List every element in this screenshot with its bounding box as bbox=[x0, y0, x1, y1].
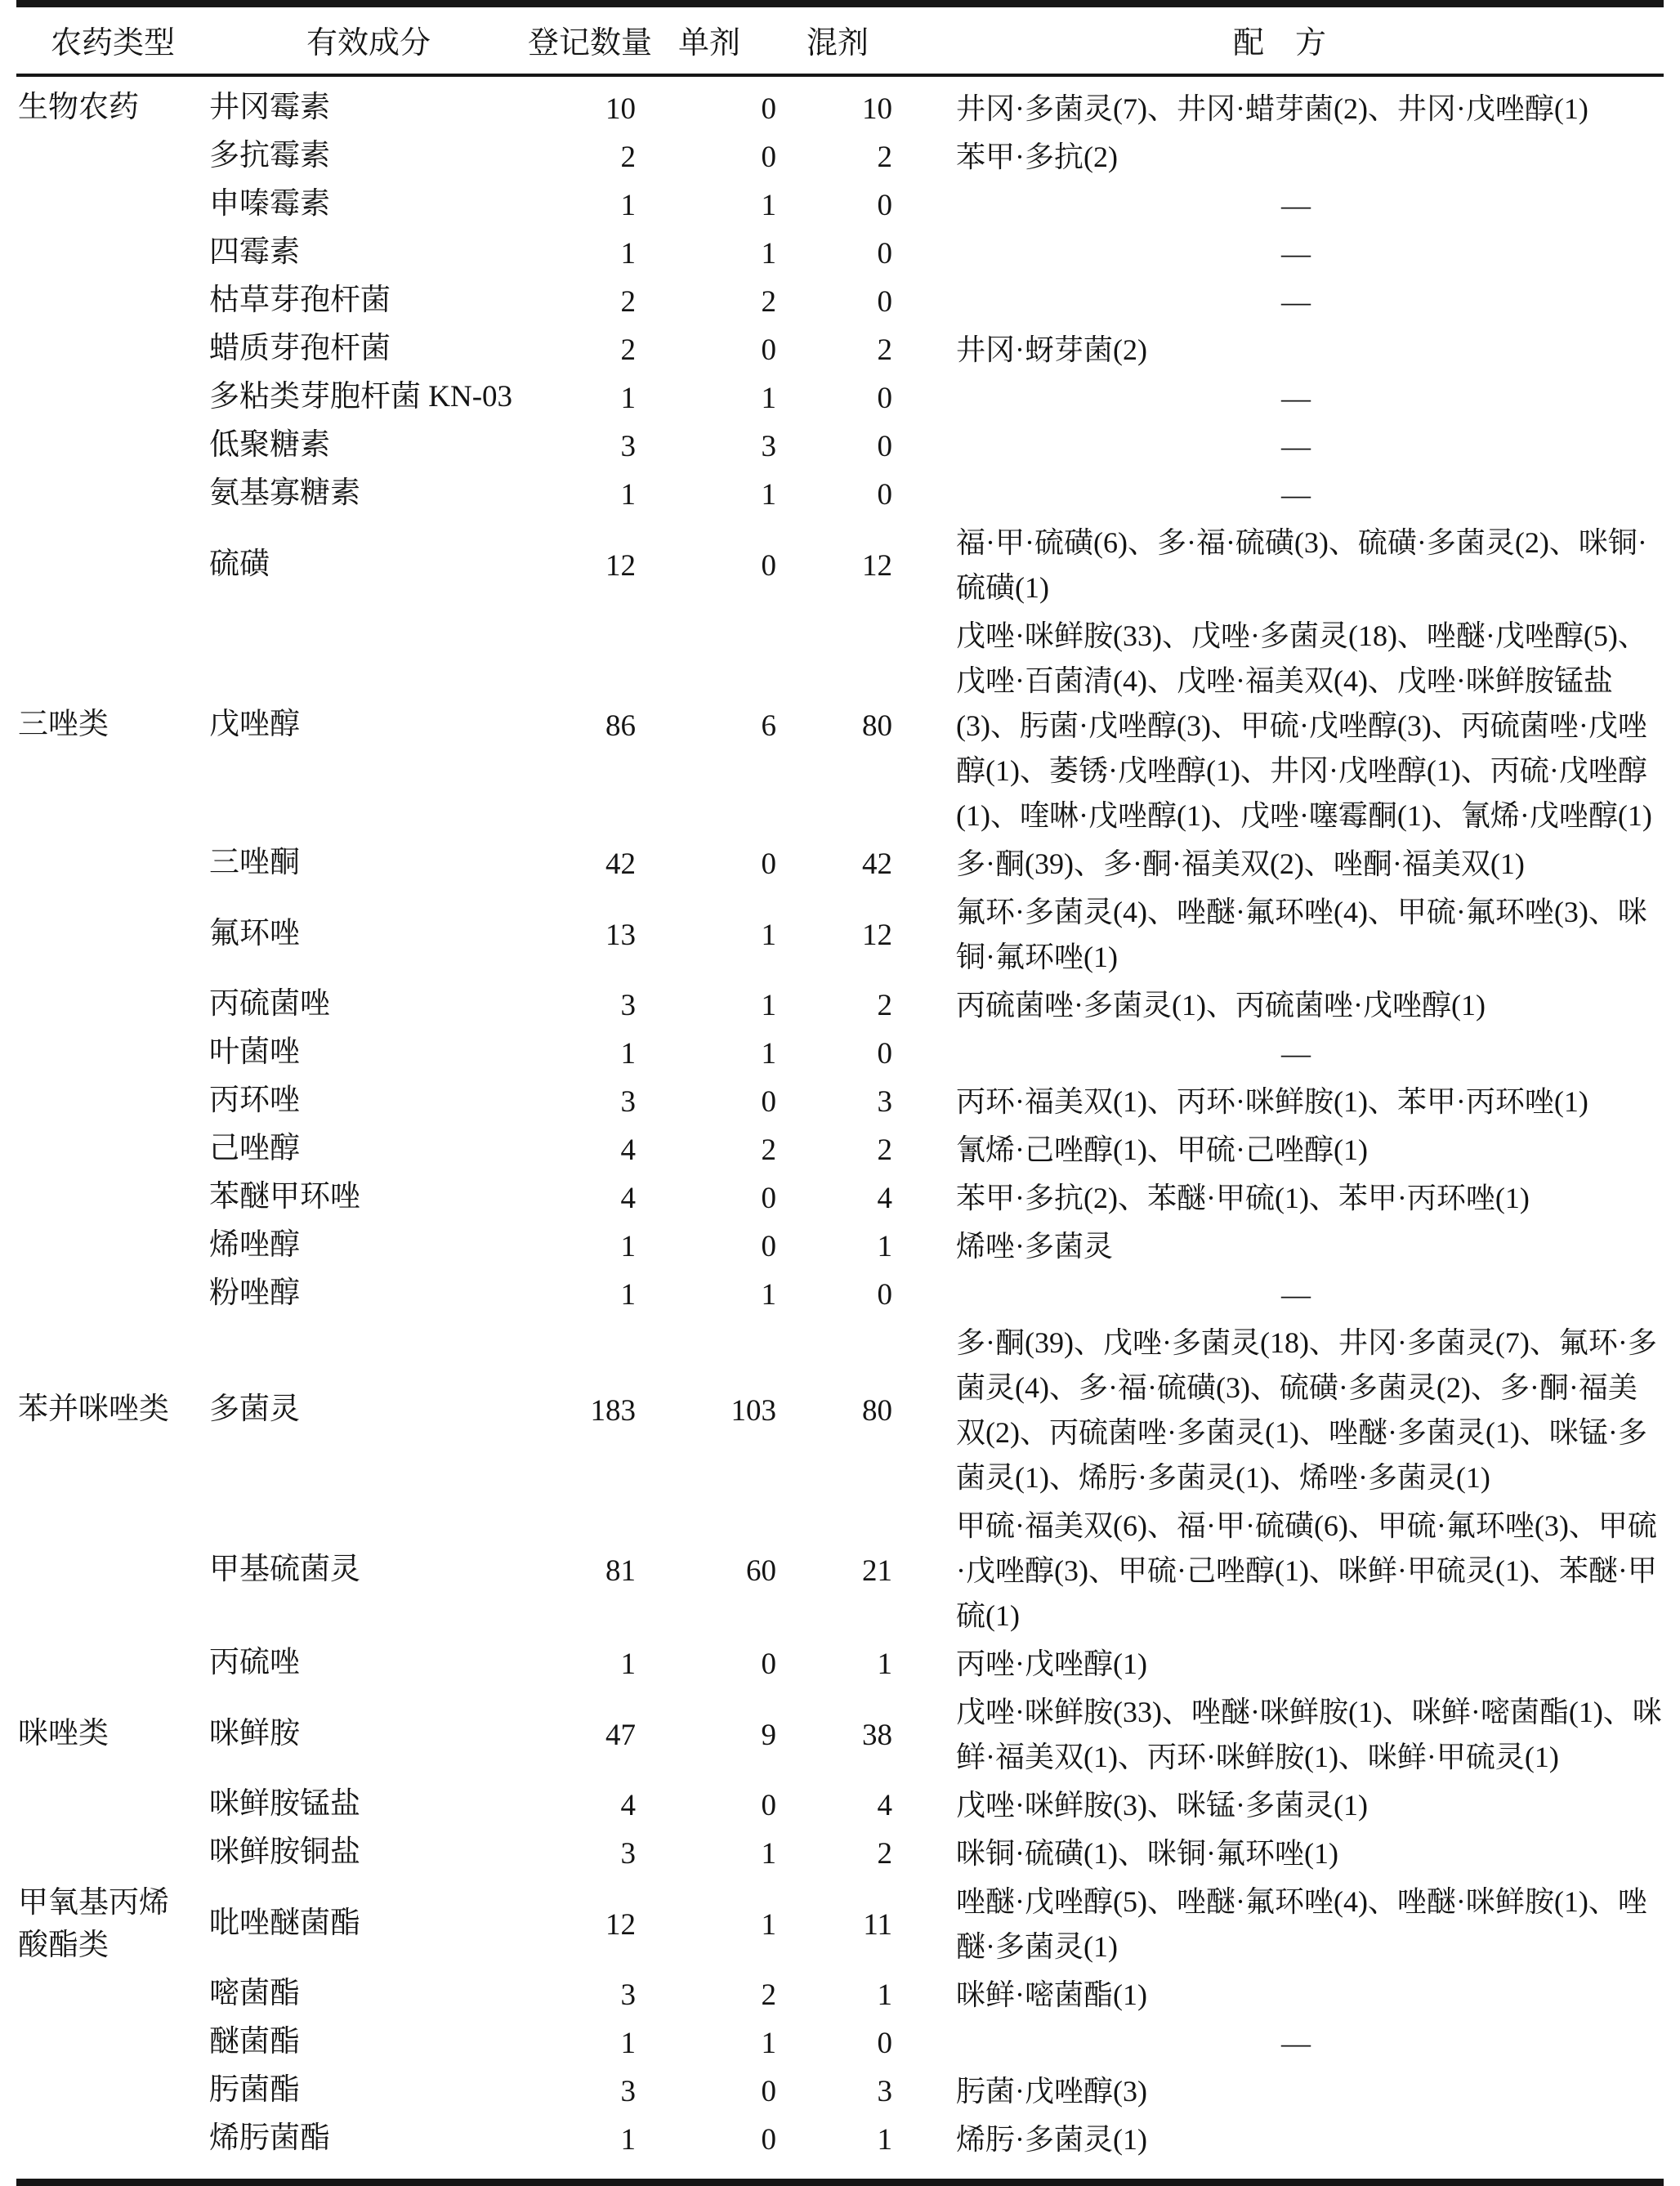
table-row bbox=[16, 888, 1664, 981]
ingredient-cell: 咪鲜胺锰盐 bbox=[209, 1787, 360, 1821]
mixed-count-cell: 1 bbox=[877, 2123, 892, 2157]
single-count-cell: 1 bbox=[761, 1837, 776, 1871]
header-registered-count: 登记数量 bbox=[528, 26, 653, 60]
mixed-count-cell: 1 bbox=[877, 1230, 892, 1263]
category-cell bbox=[16, 1128, 209, 1173]
mixed-count-cell: 0 bbox=[877, 1037, 892, 1071]
table-row bbox=[16, 278, 1664, 326]
table-row bbox=[16, 1030, 1664, 1078]
table-header-row bbox=[16, 7, 1664, 77]
ingredient-cell: 烯肟菌酯 bbox=[209, 2121, 330, 2155]
mixed-count-cell: 2 bbox=[877, 141, 892, 174]
formula-cell: 烯唑·多菌灵 bbox=[956, 1230, 1113, 1263]
category-cell bbox=[16, 328, 209, 373]
single-count-cell: 103 bbox=[731, 1393, 776, 1428]
table-row bbox=[16, 1223, 1664, 1271]
single-count-cell: 0 bbox=[761, 548, 776, 583]
table-row bbox=[16, 230, 1664, 278]
mixed-count-cell: 2 bbox=[877, 1837, 892, 1871]
single-count-cell: 0 bbox=[761, 1230, 776, 1263]
table-row bbox=[16, 181, 1664, 230]
single-count-cell: 1 bbox=[761, 189, 776, 222]
mixed-count-cell: 0 bbox=[877, 2027, 892, 2060]
mixed-count-cell: 3 bbox=[877, 2075, 892, 2108]
registered-count-cell: 12 bbox=[605, 1907, 636, 1942]
category-cell: 三唑类 bbox=[18, 708, 109, 741]
formula-cell: 烯肟·多菌灵(1) bbox=[956, 2123, 1147, 2156]
registered-count-cell: 1 bbox=[620, 1037, 636, 1071]
ingredient-cell: 蜡质芽孢杆菌 bbox=[209, 332, 391, 365]
category-cell bbox=[16, 376, 209, 421]
registered-count-cell: 4 bbox=[620, 1182, 636, 1215]
table-row bbox=[16, 981, 1664, 1030]
formula-cell: — bbox=[1281, 285, 1311, 318]
table-body bbox=[16, 77, 1664, 2179]
formula-cell: 戊唑·咪鲜胺(3)、咪锰·多菌灵(1) bbox=[956, 1789, 1368, 1822]
mixed-count-cell: 0 bbox=[877, 285, 892, 319]
formula-cell: 甲硫·福美双(6)、福·甲·硫磺(6)、甲硫·氟环唑(3)、甲硫·戊唑醇(3)、甲硫·己唑醇(1)、咪鲜·甲硫灵(1)、苯醚·甲硫(1) bbox=[956, 1509, 1657, 1632]
mixed-count-cell: 21 bbox=[862, 1554, 892, 1588]
header-formula: 配 方 bbox=[1232, 26, 1326, 60]
single-count-cell: 1 bbox=[761, 237, 776, 270]
formula-cell: 井冈·多菌灵(7)、井冈·蜡芽菌(2)、井冈·戊唑醇(1) bbox=[956, 92, 1588, 125]
mixed-count-cell: 0 bbox=[877, 237, 892, 270]
category-cell: 甲氧基丙烯酸酯类 bbox=[18, 1886, 169, 1962]
registered-count-cell: 3 bbox=[620, 2075, 636, 2108]
formula-cell: 氟环·多菌灵(4)、唑醚·氟环唑(4)、甲硫·氟环唑(3)、咪铜·氟环唑(1) bbox=[956, 896, 1647, 973]
ingredient-cell: 四霉素 bbox=[209, 235, 300, 269]
single-count-cell: 1 bbox=[761, 1278, 776, 1312]
ingredient-cell: 甲基硫菌灵 bbox=[209, 1553, 360, 1586]
ingredient-cell: 枯草芽孢杆菌 bbox=[209, 284, 391, 317]
mixed-count-cell: 42 bbox=[862, 847, 892, 881]
single-count-cell: 1 bbox=[761, 382, 776, 415]
single-count-cell: 1 bbox=[761, 918, 776, 952]
category-cell bbox=[16, 2021, 209, 2066]
category-cell bbox=[16, 1831, 209, 1876]
single-count-cell: 6 bbox=[761, 709, 776, 743]
category-cell bbox=[16, 913, 209, 958]
registered-count-cell: 1 bbox=[620, 237, 636, 270]
ingredient-cell: 低聚糖素 bbox=[209, 428, 330, 462]
ingredient-cell: 己唑醇 bbox=[209, 1132, 300, 1165]
single-count-cell: 2 bbox=[761, 1978, 776, 2012]
ingredient-cell: 硫磺 bbox=[209, 547, 270, 581]
table-row bbox=[16, 2019, 1664, 2068]
single-count-cell: 0 bbox=[761, 1085, 776, 1119]
table-row bbox=[16, 1878, 1664, 1971]
registered-count-cell: 1 bbox=[620, 2123, 636, 2157]
table-row bbox=[16, 1174, 1664, 1223]
mixed-count-cell: 4 bbox=[877, 1789, 892, 1822]
category-cell bbox=[16, 1080, 209, 1124]
registered-count-cell: 1 bbox=[620, 1278, 636, 1312]
registered-count-cell: 86 bbox=[605, 709, 636, 743]
mixed-count-cell: 80 bbox=[862, 709, 892, 743]
category-cell bbox=[16, 543, 209, 588]
single-count-cell: 1 bbox=[761, 1907, 776, 1942]
registered-count-cell: 3 bbox=[620, 1085, 636, 1119]
registered-count-cell: 3 bbox=[620, 1978, 636, 2012]
formula-cell: — bbox=[1281, 430, 1311, 463]
formula-cell: 咪铜·硫磺(1)、咪铜·氟环唑(1) bbox=[956, 1837, 1338, 1870]
header-mixed-formulation: 混剂 bbox=[806, 26, 869, 60]
mixed-count-cell: 38 bbox=[862, 1718, 892, 1752]
mixed-count-cell: 0 bbox=[877, 1278, 892, 1312]
formula-cell: — bbox=[1281, 478, 1311, 511]
registered-count-cell: 10 bbox=[605, 92, 636, 126]
table-row bbox=[16, 840, 1664, 888]
mixed-count-cell: 10 bbox=[862, 92, 892, 126]
table-row bbox=[16, 1271, 1664, 1319]
category-cell bbox=[16, 1783, 209, 1828]
ingredient-cell: 苯醚甲环唑 bbox=[209, 1180, 360, 1214]
registered-count-cell: 2 bbox=[620, 141, 636, 174]
ingredient-cell: 叶菌唑 bbox=[209, 1035, 300, 1069]
formula-cell: 丙唑·戊唑醇(1) bbox=[956, 1647, 1147, 1680]
single-count-cell: 60 bbox=[746, 1554, 776, 1588]
registered-count-cell: 4 bbox=[620, 1789, 636, 1822]
mixed-count-cell: 12 bbox=[862, 918, 892, 952]
single-count-cell: 0 bbox=[761, 1789, 776, 1822]
ingredient-cell: 丙环唑 bbox=[209, 1084, 300, 1117]
table-row bbox=[16, 133, 1664, 181]
category-cell bbox=[16, 2069, 209, 2114]
registered-count-cell: 3 bbox=[620, 1837, 636, 1871]
registered-count-cell: 183 bbox=[590, 1393, 636, 1428]
header-active-ingredient: 有效成分 bbox=[306, 26, 431, 60]
ingredient-cell: 咪鲜胺铜盐 bbox=[209, 1835, 360, 1869]
table-row bbox=[16, 519, 1664, 612]
category-cell bbox=[16, 1224, 209, 1269]
table-row bbox=[16, 1126, 1664, 1174]
single-count-cell: 1 bbox=[761, 989, 776, 1022]
ingredient-cell: 多粘类芽胞杆菌 KN-03 bbox=[209, 380, 513, 414]
category-cell bbox=[16, 1272, 209, 1317]
table-row bbox=[16, 1078, 1664, 1126]
ingredient-cell: 多抗霉素 bbox=[209, 139, 330, 172]
formula-cell: — bbox=[1281, 189, 1311, 221]
category-cell: 苯并咪唑类 bbox=[18, 1392, 169, 1426]
ingredient-cell: 咪鲜胺 bbox=[209, 1716, 300, 1750]
formula-cell: — bbox=[1281, 237, 1311, 270]
category-cell bbox=[16, 1031, 209, 1076]
ingredient-cell: 醚菌酯 bbox=[209, 2025, 300, 2059]
category-cell bbox=[16, 472, 209, 517]
mixed-count-cell: 1 bbox=[877, 1647, 892, 1681]
single-count-cell: 0 bbox=[761, 847, 776, 881]
table-row bbox=[16, 422, 1664, 471]
table-row bbox=[16, 1830, 1664, 1878]
table-row bbox=[16, 1971, 1664, 2019]
mixed-count-cell: 12 bbox=[862, 548, 892, 583]
ingredient-cell: 三唑酮 bbox=[209, 846, 300, 879]
mixed-count-cell: 11 bbox=[863, 1907, 892, 1942]
single-count-cell: 9 bbox=[761, 1718, 776, 1752]
formula-cell: 戊唑·咪鲜胺(33)、唑醚·咪鲜胺(1)、咪鲜·嘧菌酯(1)、咪鲜·福美双(1)、丙环·咪鲜胺(1)、咪鲜·甲硫灵(1) bbox=[956, 1696, 1662, 1773]
category-cell bbox=[16, 1549, 209, 1594]
registered-count-cell: 12 bbox=[605, 548, 636, 583]
table-row bbox=[16, 471, 1664, 519]
registered-count-cell: 1 bbox=[620, 478, 636, 512]
table-row bbox=[16, 612, 1664, 840]
mixed-count-cell: 80 bbox=[862, 1393, 892, 1428]
single-count-cell: 0 bbox=[761, 2075, 776, 2108]
category-cell bbox=[16, 1176, 209, 1221]
category-cell bbox=[16, 424, 209, 469]
registered-count-cell: 1 bbox=[620, 382, 636, 415]
registered-count-cell: 3 bbox=[620, 430, 636, 463]
formula-cell: 井冈·蚜芽菌(2) bbox=[956, 333, 1147, 366]
table-row bbox=[16, 1502, 1664, 1640]
category-cell bbox=[16, 1642, 209, 1687]
pesticide-registration-table bbox=[16, 0, 1664, 2186]
formula-cell: 氰烯·己唑醇(1)、甲硫·己唑醇(1) bbox=[956, 1133, 1368, 1166]
table-row bbox=[16, 326, 1664, 374]
mixed-count-cell: 4 bbox=[877, 1182, 892, 1215]
ingredient-cell: 烯唑醇 bbox=[209, 1228, 300, 1262]
table-row bbox=[16, 2116, 1664, 2164]
ingredient-cell: 申嗪霉素 bbox=[209, 187, 330, 221]
formula-cell: 苯甲·多抗(2) bbox=[956, 141, 1118, 173]
single-count-cell: 1 bbox=[761, 478, 776, 512]
ingredient-cell: 多菌灵 bbox=[209, 1392, 300, 1426]
formula-cell: 多·酮(39)、多·酮·福美双(2)、唑酮·福美双(1) bbox=[956, 847, 1525, 880]
category-cell bbox=[16, 279, 209, 324]
single-count-cell: 1 bbox=[761, 1037, 776, 1071]
registered-count-cell: 2 bbox=[620, 333, 636, 367]
ingredient-cell: 氟环唑 bbox=[209, 916, 300, 950]
ingredient-cell: 粉唑醇 bbox=[209, 1276, 300, 1310]
table-row bbox=[16, 374, 1664, 422]
header-pesticide-type: 农药类型 bbox=[50, 26, 175, 60]
mixed-count-cell: 2 bbox=[877, 1133, 892, 1167]
registered-count-cell: 1 bbox=[620, 1230, 636, 1263]
formula-cell: 福·甲·硫磺(6)、多·福·硫磺(3)、硫磺·多菌灵(2)、咪铜·硫磺(1) bbox=[956, 526, 1647, 604]
ingredient-cell: 吡唑醚菌酯 bbox=[209, 1906, 360, 1940]
single-count-cell: 3 bbox=[761, 430, 776, 463]
formula-cell: — bbox=[1281, 1037, 1311, 1070]
registered-count-cell: 13 bbox=[605, 918, 636, 952]
single-count-cell: 0 bbox=[761, 92, 776, 126]
category-cell: 生物农药 bbox=[18, 91, 139, 124]
category-cell bbox=[16, 1973, 209, 2018]
category-cell bbox=[16, 842, 209, 887]
formula-cell: — bbox=[1281, 382, 1311, 414]
single-count-cell: 0 bbox=[761, 141, 776, 174]
single-count-cell: 2 bbox=[761, 1133, 776, 1167]
mixed-count-cell: 1 bbox=[877, 1978, 892, 2012]
mixed-count-cell: 0 bbox=[877, 382, 892, 415]
single-count-cell: 0 bbox=[761, 1647, 776, 1681]
formula-cell: 唑醚·戊唑醇(5)、唑醚·氟环唑(4)、唑醚·咪鲜胺(1)、唑醚·多菌灵(1) bbox=[956, 1885, 1647, 1963]
table-row bbox=[16, 1319, 1664, 1502]
mixed-count-cell: 3 bbox=[877, 1085, 892, 1119]
formula-cell: — bbox=[1281, 2027, 1311, 2059]
mixed-count-cell: 2 bbox=[877, 989, 892, 1022]
table-row bbox=[16, 85, 1664, 133]
ingredient-cell: 丙硫唑 bbox=[209, 1646, 300, 1679]
registered-count-cell: 1 bbox=[620, 189, 636, 222]
registered-count-cell: 4 bbox=[620, 1133, 636, 1167]
registered-count-cell: 3 bbox=[620, 989, 636, 1022]
single-count-cell: 0 bbox=[761, 333, 776, 367]
registered-count-cell: 2 bbox=[620, 285, 636, 319]
ingredient-cell: 戊唑醇 bbox=[209, 708, 300, 741]
formula-cell: 肟菌·戊唑醇(3) bbox=[956, 2075, 1147, 2108]
formula-cell: 丙环·福美双(1)、丙环·咪鲜胺(1)、苯甲·丙环唑(1) bbox=[956, 1085, 1588, 1118]
formula-cell: 戊唑·咪鲜胺(33)、戊唑·多菌灵(18)、唑醚·戊唑醇(5)、戊唑·百菌清(4)、戊唑·福美双(4)、戊唑·咪鲜胺锰盐(3)、肟菌·戊唑醇(3)、甲硫·戊唑醇(3)、丙硫菌唑·戊唑醇(1)、萎锈·戊唑醇(1)、井冈·戊唑醇(1)、丙硫·戊唑醇(1)、喹啉·戊唑醇(1)、戊唑·噻霉酮(1)、氰烯·戊唑醇(1) bbox=[956, 619, 1652, 832]
category-cell bbox=[16, 135, 209, 180]
single-count-cell: 2 bbox=[761, 285, 776, 319]
registered-count-cell: 1 bbox=[620, 2027, 636, 2060]
ingredient-cell: 丙硫菌唑 bbox=[209, 987, 330, 1021]
formula-cell: — bbox=[1281, 1278, 1311, 1311]
table-row bbox=[16, 1781, 1664, 1830]
registered-count-cell: 1 bbox=[620, 1647, 636, 1681]
ingredient-cell: 氨基寡糖素 bbox=[209, 476, 360, 510]
table-row bbox=[16, 2068, 1664, 2116]
category-cell bbox=[16, 231, 209, 276]
header-single-formulation: 单剂 bbox=[677, 26, 740, 60]
single-count-cell: 1 bbox=[761, 2027, 776, 2060]
formula-cell: 苯甲·多抗(2)、苯醚·甲硫(1)、苯甲·丙环唑(1) bbox=[956, 1182, 1530, 1214]
single-count-cell: 0 bbox=[761, 2123, 776, 2157]
registered-count-cell: 42 bbox=[605, 847, 636, 881]
mixed-count-cell: 0 bbox=[877, 189, 892, 222]
category-cell bbox=[16, 983, 209, 1028]
registered-count-cell: 47 bbox=[605, 1718, 636, 1752]
formula-cell: 丙硫菌唑·多菌灵(1)、丙硫菌唑·戊唑醇(1) bbox=[956, 989, 1486, 1021]
mixed-count-cell: 0 bbox=[877, 478, 892, 512]
category-cell bbox=[16, 2117, 209, 2162]
category-cell bbox=[16, 183, 209, 228]
mixed-count-cell: 0 bbox=[877, 430, 892, 463]
formula-cell: 咪鲜·嘧菌酯(1) bbox=[956, 1978, 1147, 2011]
registered-count-cell: 81 bbox=[605, 1554, 636, 1588]
table-row bbox=[16, 1640, 1664, 1688]
ingredient-cell: 井冈霉素 bbox=[209, 91, 330, 124]
ingredient-cell: 肟菌酯 bbox=[209, 2073, 300, 2107]
formula-cell: 多·酮(39)、戊唑·多菌灵(18)、井冈·多菌灵(7)、氟环·多菌灵(4)、多·福·硫磺(3)、硫磺·多菌灵(2)、多·酮·福美双(2)、丙硫菌唑·多菌灵(1)、唑醚·多菌灵(1)、咪锰·多菌灵(1)、烯肟·多菌灵(1)、烯唑·多菌灵(1) bbox=[956, 1326, 1657, 1494]
mixed-count-cell: 2 bbox=[877, 333, 892, 367]
ingredient-cell: 嘧菌酯 bbox=[209, 1977, 300, 2010]
single-count-cell: 0 bbox=[761, 1182, 776, 1215]
table-row bbox=[16, 1688, 1664, 1781]
category-cell: 咪唑类 bbox=[18, 1716, 109, 1750]
